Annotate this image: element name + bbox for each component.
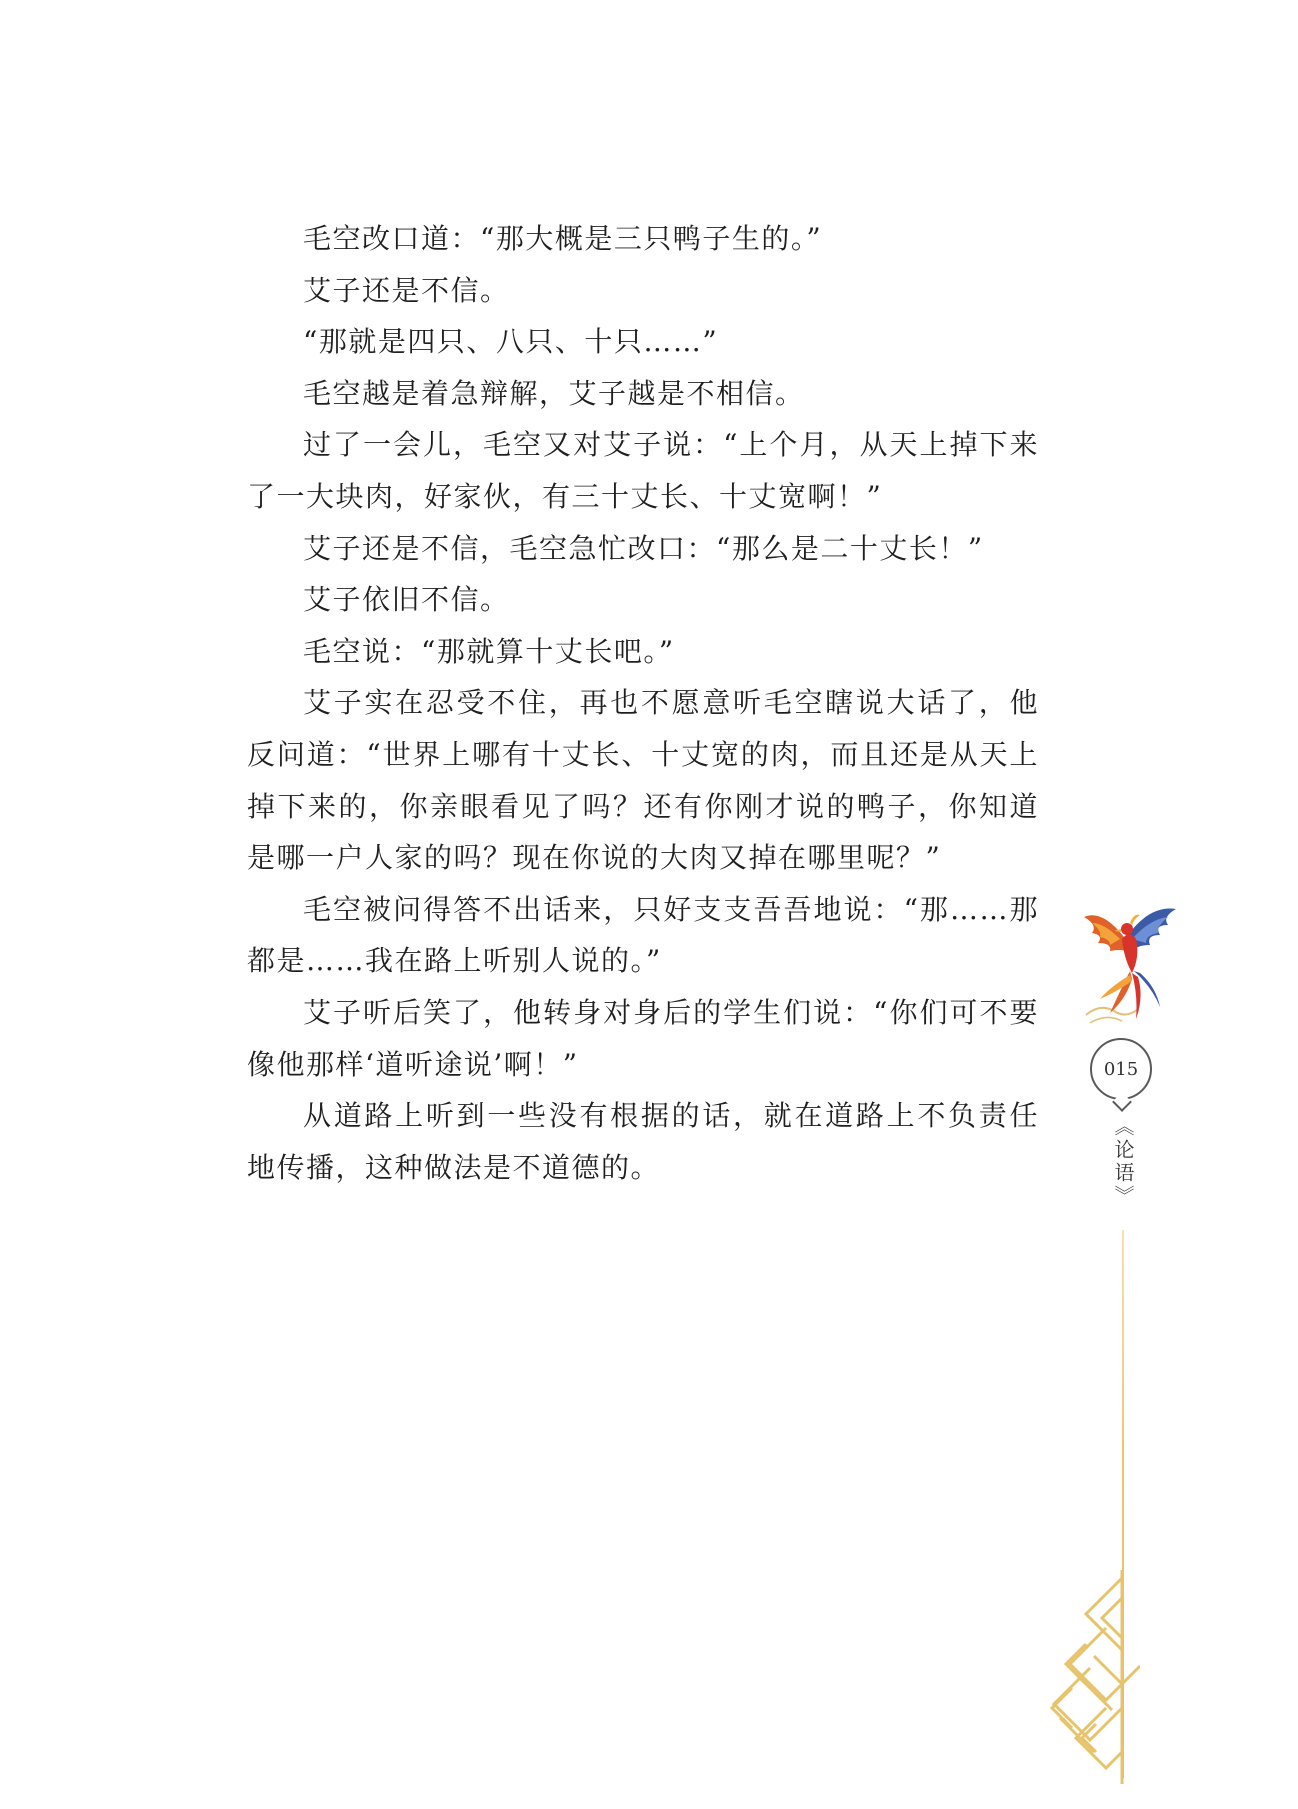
endless-knot-icon <box>1036 1568 1140 1784</box>
paragraph: 毛空被问得答不出话来，只好支支吾吾地说：“那……那都是……我在路上听别人说的。” <box>247 892 1039 978</box>
paragraph: 过了一会儿，毛空又对艾子说：“上个月，从天上掉下来了一大块肉，好家伙，有三十丈长、十丈宽啊！” <box>247 428 1039 513</box>
paragraph: 艾子听后笑了，他转身对身后的学生们说：“你们可不要像他那样‘道听途说’啊！” <box>247 995 1039 1081</box>
paragraph: 从道路上听到一些没有根据的话，就在道路上不负责任地传播，这种做法是不道德的。 <box>247 1099 1039 1184</box>
paragraph: 毛空越是着急辩解，艾子越是不相信。 <box>303 376 805 410</box>
paragraph: 毛空改口道：“那大概是三只鸭子生的。” <box>303 222 823 255</box>
page-number: 015 <box>1103 1058 1139 1080</box>
paragraph: 艾子还是不信。 <box>303 273 510 307</box>
body-text <box>247 213 1039 1193</box>
phoenix-icon <box>1080 895 1178 1031</box>
page-number-badge <box>1090 1038 1152 1100</box>
paragraph: 艾子还是不信，毛空急忙改口：“那么是二十丈长！” <box>303 531 984 565</box>
paragraph: 艾子依旧不信。 <box>303 583 510 617</box>
paragraph: “那就是四只、八只、十只……” <box>303 325 719 359</box>
paragraph: 毛空说：“那就算十丈长吧。” <box>303 634 675 668</box>
book-title: 《论语》 <box>1111 1116 1135 1208</box>
paragraph: 艾子实在忍受不住，再也不愿意听毛空瞎说大话了，他反问道：“世界上哪有十丈长、十丈宽的肉，而且还是从天上掉下来的，你亲眼看见了吗？还有你刚才说的鸭子，你知道是哪一户人家的吗？现在你说的大肉又掉在哪里呢？” <box>247 686 1039 875</box>
